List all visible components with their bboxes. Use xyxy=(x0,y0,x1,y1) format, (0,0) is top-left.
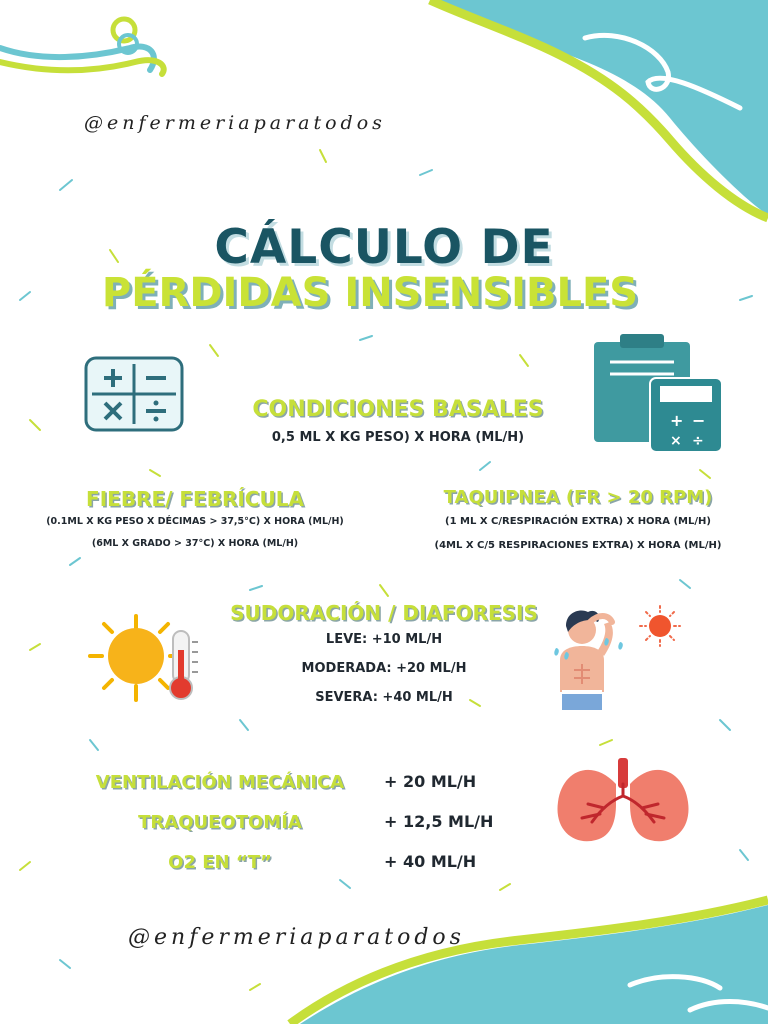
svg-text:×: × xyxy=(670,433,682,449)
traqueotomia-label: TRAQUEOTOMÍA xyxy=(138,812,302,833)
svg-text:+: + xyxy=(670,411,684,430)
sudoracion-leve: LEVE: +10 ML/H xyxy=(325,632,443,647)
taquipnea-formula-1: (1 ML X C/RESPIRACIÓN EXTRA) X HORA (ML/H) xyxy=(445,516,711,527)
page-title-line-1: CÁLCULO DE xyxy=(214,220,554,275)
taquipnea-formula-2: (4ML X C/5 RESPIRACIONES EXTRA) X HORA (ML/H) xyxy=(434,540,722,551)
fiebre-formula-2: (6ML X GRADO > 37°C) X HORA (ML/H) xyxy=(91,538,299,549)
sudoracion-severa: SEVERA: +40 ML/H xyxy=(315,690,453,705)
social-handle-bottom: @enfermeriaparatodos xyxy=(128,925,465,950)
o2-en-t-value: + 40 ML/H xyxy=(384,852,477,871)
lungs-icon xyxy=(552,756,694,848)
traqueotomia-value: + 12,5 ML/H xyxy=(384,812,494,831)
basales-formula: 0,5 ML X KG PESO) X HORA (ML/H) xyxy=(271,430,525,445)
page-title-line-2: PÉRDIDAS INSENSIBLES xyxy=(101,270,639,316)
ventilacion-mecanica-value: + 20 ML/H xyxy=(384,772,477,791)
small-sun-icon xyxy=(638,604,682,648)
basales-heading: CONDICIONES BASALES xyxy=(252,397,544,422)
taquipnea-heading: TAQUIPNEA (FR > 20 RPM) xyxy=(443,487,713,508)
o2-en-t-label: O2 EN “T” xyxy=(168,852,272,873)
fiebre-formula-1: (0.1ML X KG PESO X DÉCIMAS > 37,5°C) X HORA (ML/H) xyxy=(46,516,344,527)
sweating-person-icon xyxy=(546,604,630,712)
fiebre-heading: FIEBRE/ FEBRÍCULA xyxy=(86,487,304,511)
svg-text:−: − xyxy=(692,411,706,430)
sudoracion-moderada: MODERADA: +20 ML/H xyxy=(301,661,467,676)
svg-text:÷: ÷ xyxy=(692,433,704,449)
ventilacion-mecanica-label: VENTILACIÓN MECÁNICA xyxy=(95,772,345,793)
social-handle-top: @enfermeriaparatodos xyxy=(84,112,386,134)
sudoracion-heading: SUDORACIÓN / DIAFORESIS xyxy=(230,601,538,625)
